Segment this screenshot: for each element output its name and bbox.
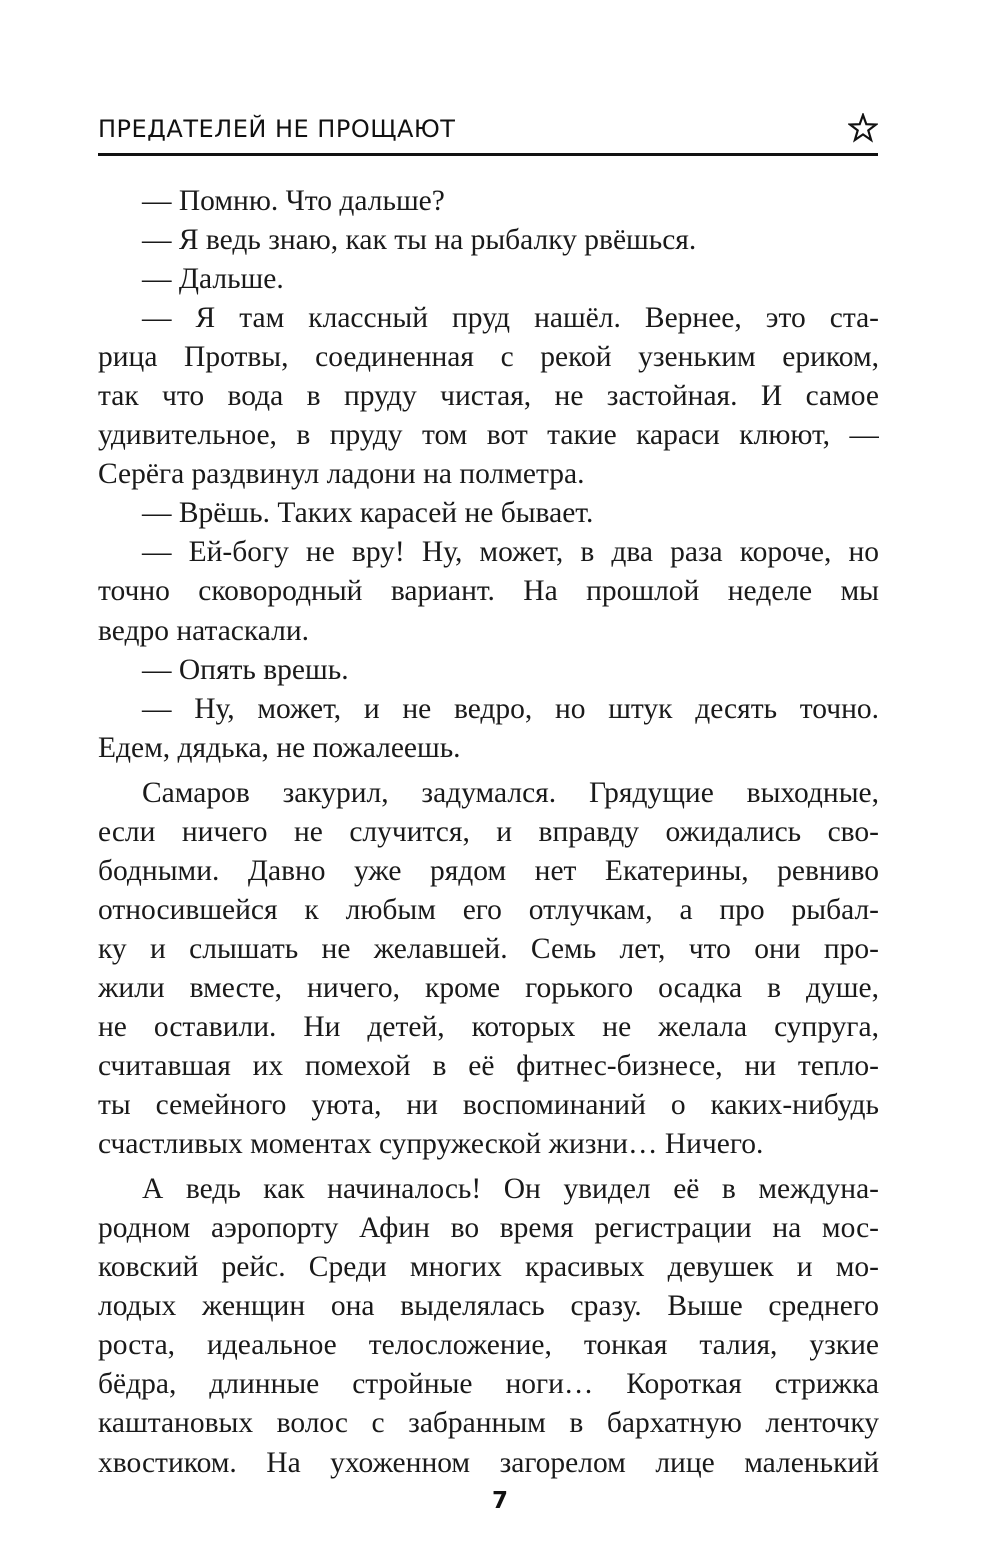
text-line: ку и слышать не желавшей. Семь лет, что они про- xyxy=(98,932,879,965)
text-line: А ведь как начиналось! Он увидел её в междуна- xyxy=(142,1173,879,1206)
text-line: ковский рейс. Среди многих красивых девушек и мо- xyxy=(98,1251,879,1284)
text-line: бодными. Давно уже рядом нет Екатерины, ревниво xyxy=(98,854,879,887)
text-line: родном аэропорту Афин во время регистрации на мос- xyxy=(98,1212,879,1245)
text-line: счастливых моментах супружеской жизни… Ничего. xyxy=(98,1128,764,1161)
text-line: бёдра, длинные стройные ноги… Короткая стрижка xyxy=(98,1368,879,1401)
text-line: Самаров закурил, задумался. Грядущие выходные, xyxy=(142,776,879,809)
text-line: если ничего не случится, и вправду ожидались сво- xyxy=(98,815,879,848)
text-line: — Ей-богу не вру! Ну, может, в два раза короче, но xyxy=(142,536,879,569)
text-line: жили вместе, ничего, кроме горького осадка в душе, xyxy=(98,971,879,1004)
text-line: — Ну, может, и не ведро, но штук десять точно. xyxy=(142,692,879,725)
text-line: Едем, дядька, не пожалеешь. xyxy=(98,731,461,764)
text-line: ведро натаскали. xyxy=(98,614,310,647)
running-title: ПРЕДАТЕЛЕЙ НЕ ПРОЩАЮТ xyxy=(98,115,456,143)
text-line: лодых женщин она выделялась сразу. Выше среднего xyxy=(98,1290,879,1323)
star-outline-icon xyxy=(848,113,878,143)
text-line: считавшая их помехой в её фитнес-бизнесе, ни тепло- xyxy=(98,1050,879,1083)
text-line: не оставили. Ни детей, которых не желала супруга, xyxy=(98,1010,879,1043)
body-text xyxy=(98,182,879,1483)
text-line: ты семейного уюта, ни воспоминаний о каких-нибудь xyxy=(98,1089,879,1122)
text-line: — Дальше. xyxy=(142,263,284,296)
page-number: 7 xyxy=(491,1488,508,1514)
text-line: точно сковородный вариант. На прошлой неделе мы xyxy=(98,575,879,608)
text-line: роста, идеальное телосложение, тонкая талия, узкие xyxy=(98,1329,879,1362)
text-line: относившейся к любым его отлучкам, а про рыбал- xyxy=(98,893,879,926)
text-line: так что вода в пруду чистая, не застойная. И самое xyxy=(98,380,879,413)
text-line: — Врёшь. Таких карасей не бывает. xyxy=(142,497,594,530)
text-line: хвостиком. На ухоженном загорелом лице маленький xyxy=(98,1446,879,1479)
text-line: — Помню. Что дальше? xyxy=(142,185,445,217)
running-header xyxy=(98,113,878,156)
text-line: — Опять врешь. xyxy=(142,653,349,686)
text-line: рица Протвы, соединенная с рекой узеньким ериком, xyxy=(98,341,879,374)
text-line: — Я ведь знаю, как ты на рыбалку рвёшься. xyxy=(142,224,697,257)
text-line: каштановых волос с забранным в бархатную ленточку xyxy=(98,1407,879,1440)
text-line: Серёга раздвинул ладони на полметра. xyxy=(98,458,585,491)
text-line: — Я там классный пруд нашёл. Вернее, это ста- xyxy=(142,302,879,335)
text-line: удивительное, в пруду том вот такие караси клюют, — xyxy=(98,419,879,452)
